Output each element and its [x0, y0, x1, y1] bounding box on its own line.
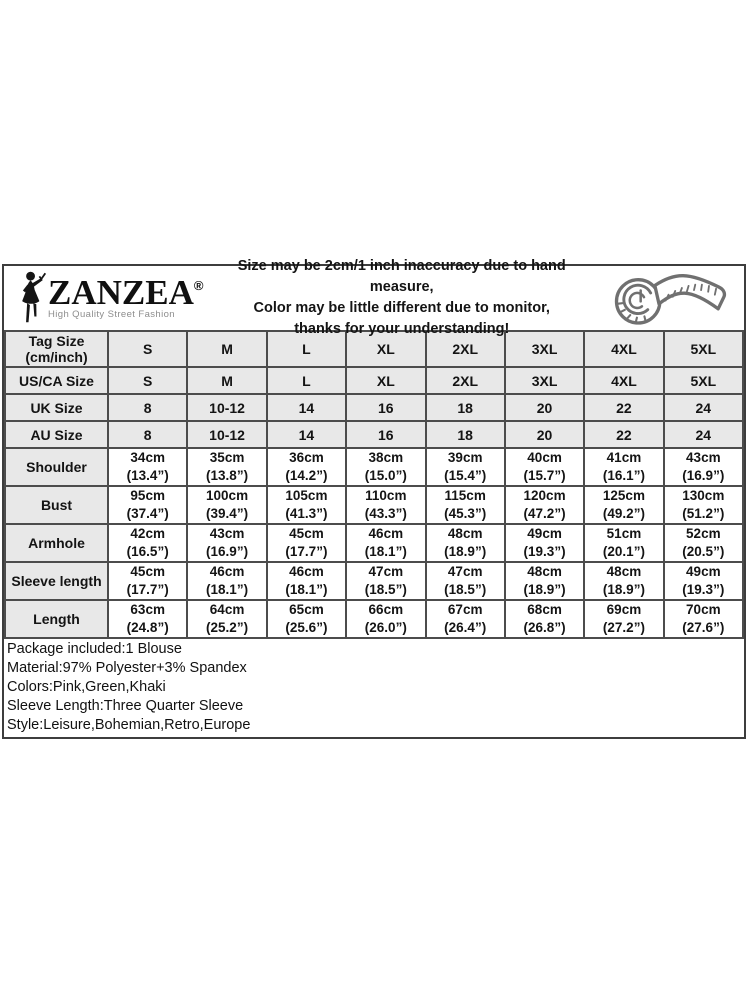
size-cell: 10-12: [187, 421, 266, 448]
size-cell: 5XL: [664, 367, 743, 394]
size-cell: 40cm (15.7”): [505, 448, 584, 486]
size-cell: 20: [505, 421, 584, 448]
row-label: Length: [5, 600, 108, 638]
sheet-header: [4, 258, 744, 337]
size-table-row: [5, 562, 743, 600]
brand-logo: [16, 270, 203, 326]
note-line: Package included:1 Blouse: [7, 641, 182, 657]
row-label: Shoulder: [5, 448, 108, 486]
row-label: UK Size: [5, 394, 108, 421]
size-cell: 24: [664, 394, 743, 421]
size-cell: 18: [426, 421, 505, 448]
size-cell: 65cm (25.6”): [267, 600, 346, 638]
notes-list: [4, 639, 744, 737]
size-cell: 22: [584, 421, 663, 448]
size-cell: 43cm (16.9”): [664, 448, 743, 486]
size-chart-sheet: [2, 258, 746, 739]
size-cell: 46cm (18.1”): [346, 524, 425, 562]
row-label: AU Size: [5, 421, 108, 448]
size-cell: 36cm (14.2”): [267, 448, 346, 486]
size-cell: 49cm (19.3”): [664, 562, 743, 600]
size-table-row: [5, 394, 743, 421]
size-table-row: [5, 600, 743, 638]
size-cell: 34cm (13.4”): [108, 448, 187, 486]
size-cell: 8: [108, 394, 187, 421]
size-cell: M: [187, 331, 266, 367]
size-cell: 3XL: [505, 331, 584, 367]
size-table-row: [5, 486, 743, 524]
size-cell: XL: [346, 331, 425, 367]
size-cell: 10-12: [187, 394, 266, 421]
size-cell: 4XL: [584, 367, 663, 394]
size-table-row: [5, 367, 743, 394]
size-cell: 4XL: [584, 331, 663, 367]
size-cell: 69cm (27.2”): [584, 600, 663, 638]
size-cell: 39cm (15.4”): [426, 448, 505, 486]
note-line: Colors:Pink,Green,Khaki: [7, 679, 166, 695]
size-cell: 38cm (15.0”): [346, 448, 425, 486]
size-cell: 52cm (20.5”): [664, 524, 743, 562]
registered-mark: ®: [193, 277, 204, 293]
size-cell: 42cm (16.5”): [108, 524, 187, 562]
size-cell: 105cm (41.3”): [267, 486, 346, 524]
row-label: Sleeve length: [5, 562, 108, 600]
size-cell: 22: [584, 394, 663, 421]
size-table-row: [5, 448, 743, 486]
size-cell: 47cm (18.5”): [426, 562, 505, 600]
size-cell: 16: [346, 421, 425, 448]
disclaimer-line-1: Size may be 2cm/1 inch inaccuracy due to hand measure,: [237, 258, 566, 295]
size-cell: 48cm (18.9”): [584, 562, 663, 600]
size-cell: 16: [346, 394, 425, 421]
size-cell: 5XL: [664, 331, 743, 367]
size-cell: 115cm (45.3”): [426, 486, 505, 524]
size-cell: M: [187, 367, 266, 394]
size-cell: 48cm (18.9”): [505, 562, 584, 600]
size-cell: 95cm (37.4”): [108, 486, 187, 524]
size-cell: 64cm (25.2”): [187, 600, 266, 638]
size-cell: 110cm (43.3”): [346, 486, 425, 524]
size-cell: S: [108, 367, 187, 394]
size-cell: 45cm (17.7”): [267, 524, 346, 562]
size-cell: 24: [664, 421, 743, 448]
size-cell: 51cm (20.1”): [584, 524, 663, 562]
size-cell: 125cm (49.2”): [584, 486, 663, 524]
size-cell: 66cm (26.0”): [346, 600, 425, 638]
size-cell: 3XL: [505, 367, 584, 394]
brand-name: ZANZEA®: [48, 272, 204, 312]
size-table: [4, 330, 744, 639]
size-cell: L: [267, 331, 346, 367]
note-line: Style:Leisure,Bohemian,Retro,Europe: [7, 717, 251, 733]
size-cell: 46cm (18.1”): [187, 562, 266, 600]
size-cell: 35cm (13.8”): [187, 448, 266, 486]
size-cell: 68cm (26.8”): [505, 600, 584, 638]
size-cell: 43cm (16.9”): [187, 524, 266, 562]
size-cell: 8: [108, 421, 187, 448]
size-cell: XL: [346, 367, 425, 394]
brand-tagline: High Quality Street Fashion: [48, 309, 175, 320]
row-label: US/CA Size: [5, 367, 108, 394]
size-cell: 46cm (18.1”): [267, 562, 346, 600]
size-table-row: [5, 524, 743, 562]
size-cell: 20: [505, 394, 584, 421]
size-cell: 14: [267, 421, 346, 448]
brand-text: [48, 272, 204, 320]
size-cell: 70cm (27.6”): [664, 600, 743, 638]
size-cell: 2XL: [426, 367, 505, 394]
row-label: Tag Size (cm/inch): [5, 331, 108, 367]
size-cell: 47cm (18.5”): [346, 562, 425, 600]
size-cell: 45cm (17.7”): [108, 562, 187, 600]
size-cell: S: [108, 331, 187, 367]
disclaimer-line-3: thanks for your understanding!: [294, 321, 510, 337]
size-table-body: [5, 331, 743, 638]
size-cell: 49cm (19.3”): [505, 524, 584, 562]
size-cell: L: [267, 367, 346, 394]
size-cell: 14: [267, 394, 346, 421]
row-label: Armhole: [5, 524, 108, 562]
note-line: Sleeve Length:Three Quarter Sleeve: [7, 698, 244, 714]
disclaimer-line-2: Color may be little different due to monitor,: [253, 300, 550, 316]
size-cell: 2XL: [426, 331, 505, 367]
size-cell: 100cm (39.4”): [187, 486, 266, 524]
row-label: Bust: [5, 486, 108, 524]
size-cell: 130cm (51.2”): [664, 486, 743, 524]
size-disclaimer: [203, 256, 600, 340]
tape-measure-icon: [600, 268, 738, 328]
note-line: Material:97% Polyester+3% Spandex: [7, 660, 247, 676]
woman-silhouette-icon: [16, 270, 46, 326]
size-cell: 41cm (16.1”): [584, 448, 663, 486]
size-cell: 18: [426, 394, 505, 421]
tape-band: [655, 276, 725, 309]
size-cell: 63cm (24.8”): [108, 600, 187, 638]
size-cell: 48cm (18.9”): [426, 524, 505, 562]
size-cell: 67cm (26.4”): [426, 600, 505, 638]
size-cell: 120cm (47.2”): [505, 486, 584, 524]
size-table-row: [5, 421, 743, 448]
